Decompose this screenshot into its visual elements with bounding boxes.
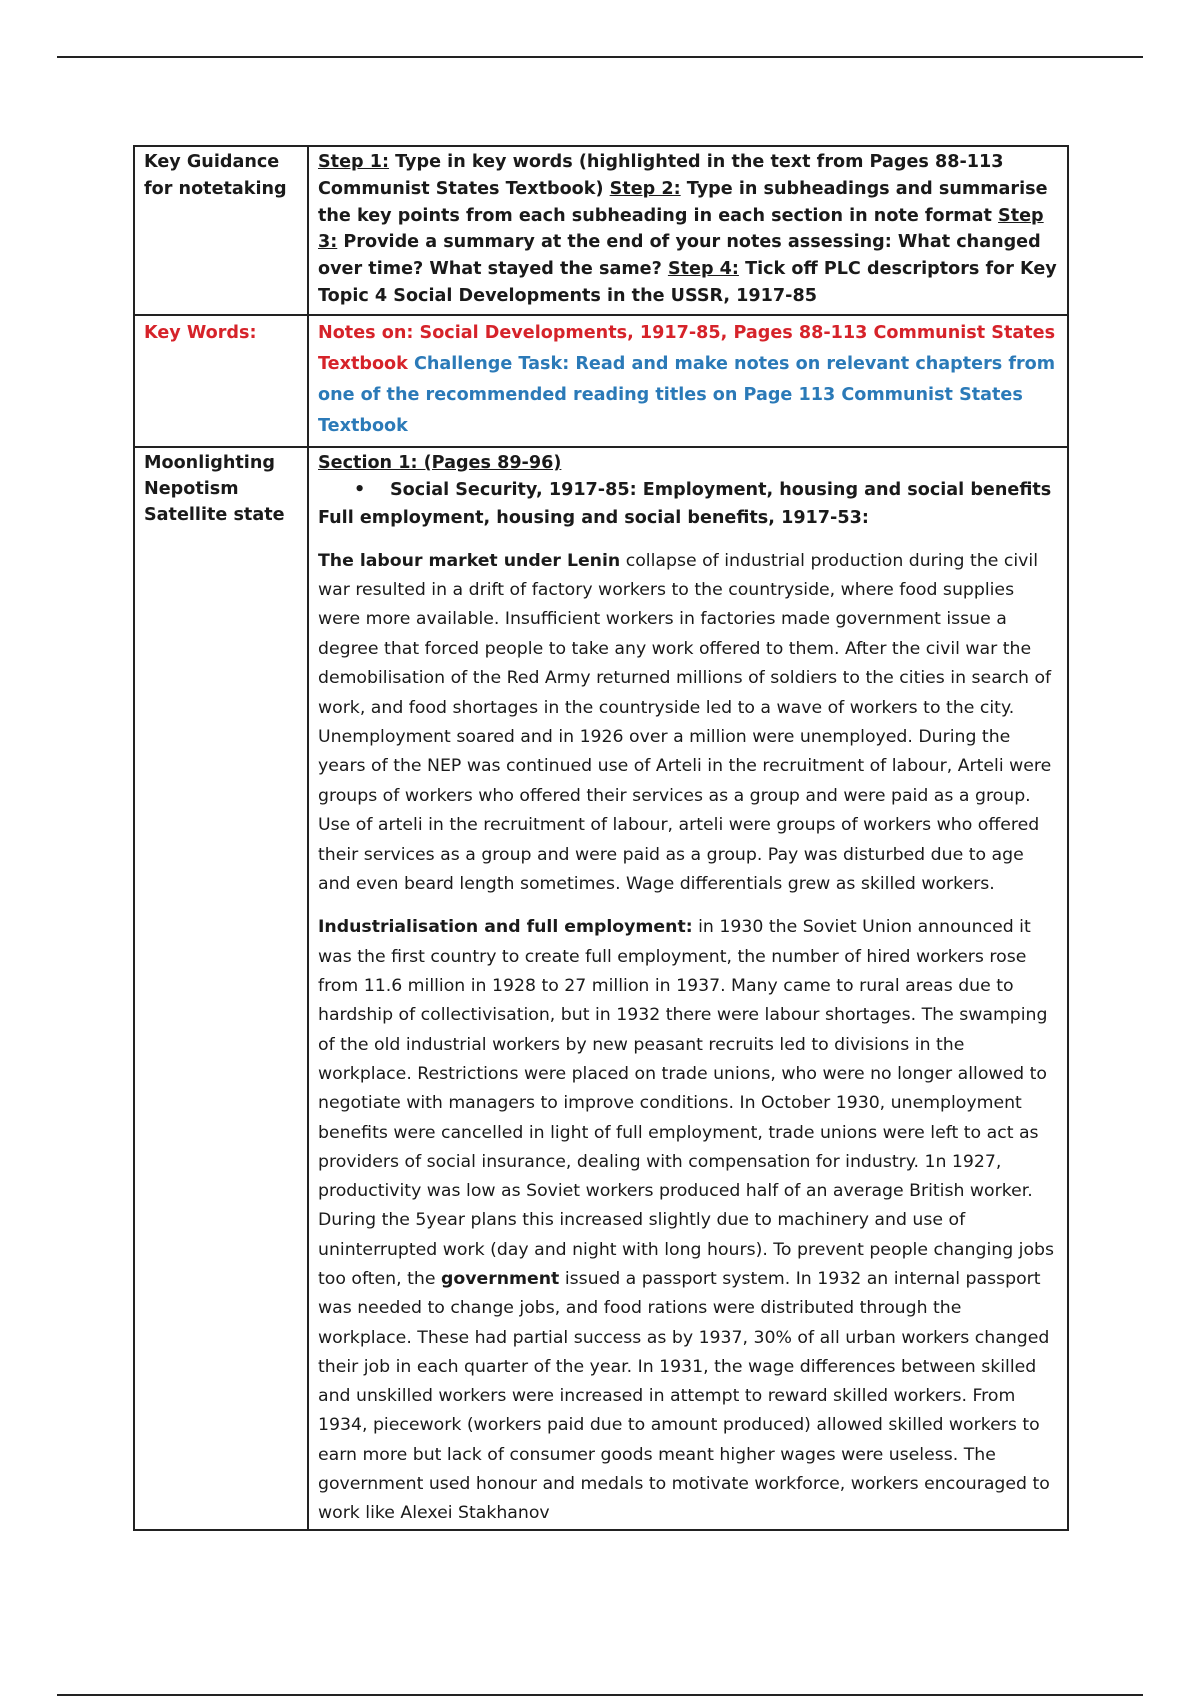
bullet-dot-icon: • <box>354 480 366 501</box>
key-word-item: Nepotism <box>144 478 239 499</box>
paragraph-text: issued a passport system. In 1932 an internal passport was needed to change jobs, and food rations were distributed through the workplace. These had partial success as by 1937, 30% of all urban workers changed their job in each quarter of the year. In 1931, the wage differences between skilled and unskilled workers were increased in attempt to reward skilled workers. From 1934, piecework (workers paid due to amount produced) allowed skilled workers to earn more but lack of consumer goods meant higher wages were useless. The government used honour and medals to motivate workforce, workers encouraged to work like Alexei Stakhanov <box>318 1269 1050 1524</box>
section-subheading: Full employment, housing and social benefits, 1917-53: <box>318 507 869 528</box>
key-word-list <box>134 447 308 1530</box>
notes-on-text: Notes on: Social Developments, 1917-85, Pages 88-113 Communist States Textbook <box>318 322 1056 374</box>
paragraph-labour-market <box>318 547 1058 900</box>
step3-text: Provide a summary at the end of your notes assessing: What changed over time? What stayed the same? <box>318 232 1041 280</box>
step2-text: Type in subheadings and summarise the key points from each subheading in each section in note format <box>318 178 1048 226</box>
paragraph-text: in 1930 the Soviet Union announced it was the first country to create full employment, the number of hired workers rose from 11.6 million in 1928 to 27 million in 1937. Many came to rural areas due to hardship of collectivisation, but in 1932 there were labour shortages. The swamping of the old industrial workers by new peasant recruits led to divisions in the workplace. Restrictions were placed on trade unions, who were no longer allowed to negotiate with managers to improve conditions. In October 1930, unemployment benefits were cancelled in light of full employment, trade unions were left to act as providers of social insurance, dealing with compensation for industry. 1n 1927, productivity was low as Soviet workers produced half of an average British worker. During the 5year plans this increased slightly due to machinery and use of uninterrupted work (day and night with long hours). To prevent people changing jobs too often, the <box>318 917 1055 1289</box>
guidance-row <box>134 146 1068 315</box>
paragraph-heading: The labour market under Lenin <box>318 550 621 571</box>
step4-text: Tick off PLC descriptors for Key Topic 4 Social Developments in the USSR, 1917-85 <box>318 259 1057 306</box>
key-words-label: Key Words: <box>134 315 308 447</box>
paragraph-industrialisation <box>318 913 1058 1528</box>
paragraph-heading: Industrialisation and full employment: <box>318 917 693 938</box>
key-words-row <box>134 315 1068 447</box>
step4-label: Step 4: <box>667 259 739 280</box>
challenge-task-text: Challenge Task: Read and make notes on relevant chapters from one of the recommended reading titles on Page 113 Communist States Textbook <box>318 353 1056 436</box>
notes-heading <box>308 315 1068 447</box>
section-title: Section 1: (Pages 89-96) <box>318 452 562 473</box>
section-row <box>134 447 1068 1530</box>
top-rule <box>57 56 1143 58</box>
section-bullet <box>318 477 1058 505</box>
step2-label: Step 2: <box>609 178 681 199</box>
key-word-item: Satellite state <box>144 504 285 525</box>
bottom-rule <box>57 1694 1143 1696</box>
bullet-text: Social Security, 1917-85: Employment, housing and social benefits <box>390 480 1052 501</box>
guidance-steps <box>308 146 1068 315</box>
paragraph-text: collapse of industrial production during the civil war resulted in a drift of factory workers to the countryside, where food supplies were more available. Insufficient workers in factories made government issue a degree that forced people to take any work offered to them. After the civil war the demobilisation of the Red Army returned millions of soldiers to the cities in search of work, and food shortages in the countryside led to a wave of workers to the city. Unemployment soared and in 1926 over a million were unemployed. During the years of the NEP was continued use of Arteli in the recruitment of labour, Arteli were groups of workers who offered their services as a group and were paid as a group. Use of arteli in the recruitment of labour, arteli were groups of workers who offered their services as a group and were paid as a group. Pay was disturbed due to age and even beard length sometimes. Wage differentials grew as skilled workers. <box>318 550 1052 895</box>
section-notes <box>308 447 1068 1530</box>
key-word-item: Moonlighting <box>144 452 275 473</box>
paragraph-bold-term: government <box>440 1269 560 1289</box>
step1-label: Step 1: <box>318 152 390 172</box>
step3-label: Step 3: <box>318 205 1044 253</box>
guidance-label: Key Guidance for notetaking <box>134 146 308 315</box>
notes-table <box>133 145 1069 1531</box>
step1-text: Type in key words (highlighted in the text from Pages 88-113 Communist States Textbook) <box>318 152 1004 199</box>
